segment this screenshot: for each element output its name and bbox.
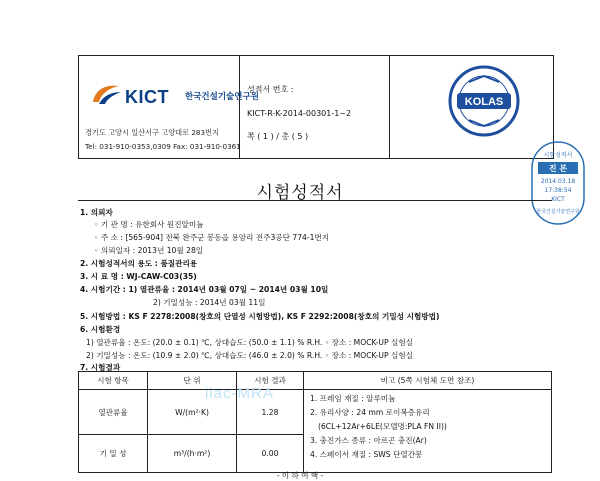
institute-cell [79,56,259,158]
stamp-bottom-text: 한국건설기술연구원 [536,209,580,215]
row-unit: m³/(h·m²) [148,435,237,473]
results-table [78,371,552,473]
stamp-date: 2014.03.18 [540,178,576,185]
notes-cell [304,390,552,473]
cert-number: KICT-R-K-2014-00301-1~2 [247,109,352,118]
stamp-mid-text: 진 본 [548,164,568,173]
row-unit: W/(m²·K) [148,390,237,435]
row-item: 기 밀 성 [79,435,148,473]
cert-number-label: 성적서 번호 : [247,85,294,94]
accreditation-cell [389,56,553,158]
env-heading: 6. 시험환경 [80,325,121,334]
period-line-2: 2) 기밀성능 : 2014년 03월 11일 [153,298,266,307]
address-line: 경기도 고양시 일산서구 고양대로 283번지 [85,128,219,137]
method-line: 5. 시험방법 : KS F 2278:2008(창호의 단열성 시험방법), KS F 2292:2008(창호의 기밀성 시험방법) [80,312,440,321]
institute-name: 한국건설기술연구원 [185,92,259,102]
cert-number-cell [239,56,390,158]
header-table [78,55,554,159]
header-note: 비고 (5쪽 시험체 도면 참조) [304,372,552,390]
kict-emblem-icon [89,80,123,108]
contact-line: Tel: 031-910-0353,0309 Fax: 031-910-0361 [85,142,241,151]
stamp-top-text: 시험성적서 [543,152,573,159]
results-heading: 7. 시험결과 [80,363,121,372]
note-line: 4. 스페이서 재질 : SWS 단열간봉 [310,450,423,459]
page-title: 시험성적서 [256,183,344,203]
header-item: 시험 항목 [79,372,148,390]
institute-address [85,126,241,154]
note-line: 3. 충진가스 종류 : 아르곤 충진(Ar) [310,436,427,445]
note-line: (6CL+12Ar+6LE(모델명:PLA FN II)) [318,422,447,431]
title-divider [78,200,552,201]
row-result: 1.28 [237,390,304,435]
address-line-body: ◦ 주 소 : [565-904] 전북 완주군 봉동읍 용암리 전주3공단 774-1번지 [94,233,330,242]
kolas-text: KOLAS [464,96,504,108]
kict-logo [89,80,259,108]
note-line: 2. 유리사양 : 24 mm 로이복층유리 [310,408,430,417]
purpose-line: 2. 시험성적서의 용도 : 품질관리용 [80,259,198,268]
row-item: 열관류율 [79,390,148,435]
agency-line: ◦ 기 관 명 : 유한회사 원진알미늄 [94,220,204,229]
stamp-org: KICT [551,196,565,203]
note-line: 1. 프레임 재질 : 알루미늄 [310,394,396,403]
env-line-2: 2) 기밀성능 : 온도: (10.9 ± 2.0) ℃, 상대습도: (46.0 ± 2.0) % R.H. ◦ 장소 : MOCK-UP 실험실 [86,351,413,360]
period-line-1: 4. 시험기간 : 1) 열관류율 : 2014년 03월 07일 ~ 2014년 03월 10일 [80,285,329,294]
header-result: 시험 결과 [237,372,304,390]
page-info: 쪽 ( 1 ) / 총 ( 5 ) [247,132,309,141]
env-line-1: 1) 열관류율 : 온도: (20.0 ± 0.1) ℃, 상대습도: (50.0 ± 1.1) % R.H. ◦ 장소 : MOCK-UP 실험실 [86,338,413,347]
end-of-document: - 이 하 여 백 - [276,471,324,480]
sample-line: 3. 시 료 명 : WJ-CAW-C03(35) [80,272,197,281]
header-unit: 단 위 [148,372,237,390]
kolas-badge-icon [447,64,521,138]
row-result: 0.00 [237,435,304,473]
results-header-row [79,372,552,390]
iiac-mra-watermark: iiac-MRA [205,385,274,402]
kict-logo-text: KICT [125,87,169,107]
request-date-line: ◦ 의뢰일자 : 2013년 10월 28일 [94,246,204,255]
client-heading: 1. 의뢰자 [80,208,113,217]
stamp-time: 17:38:54 [544,187,572,194]
table-row [79,390,552,435]
